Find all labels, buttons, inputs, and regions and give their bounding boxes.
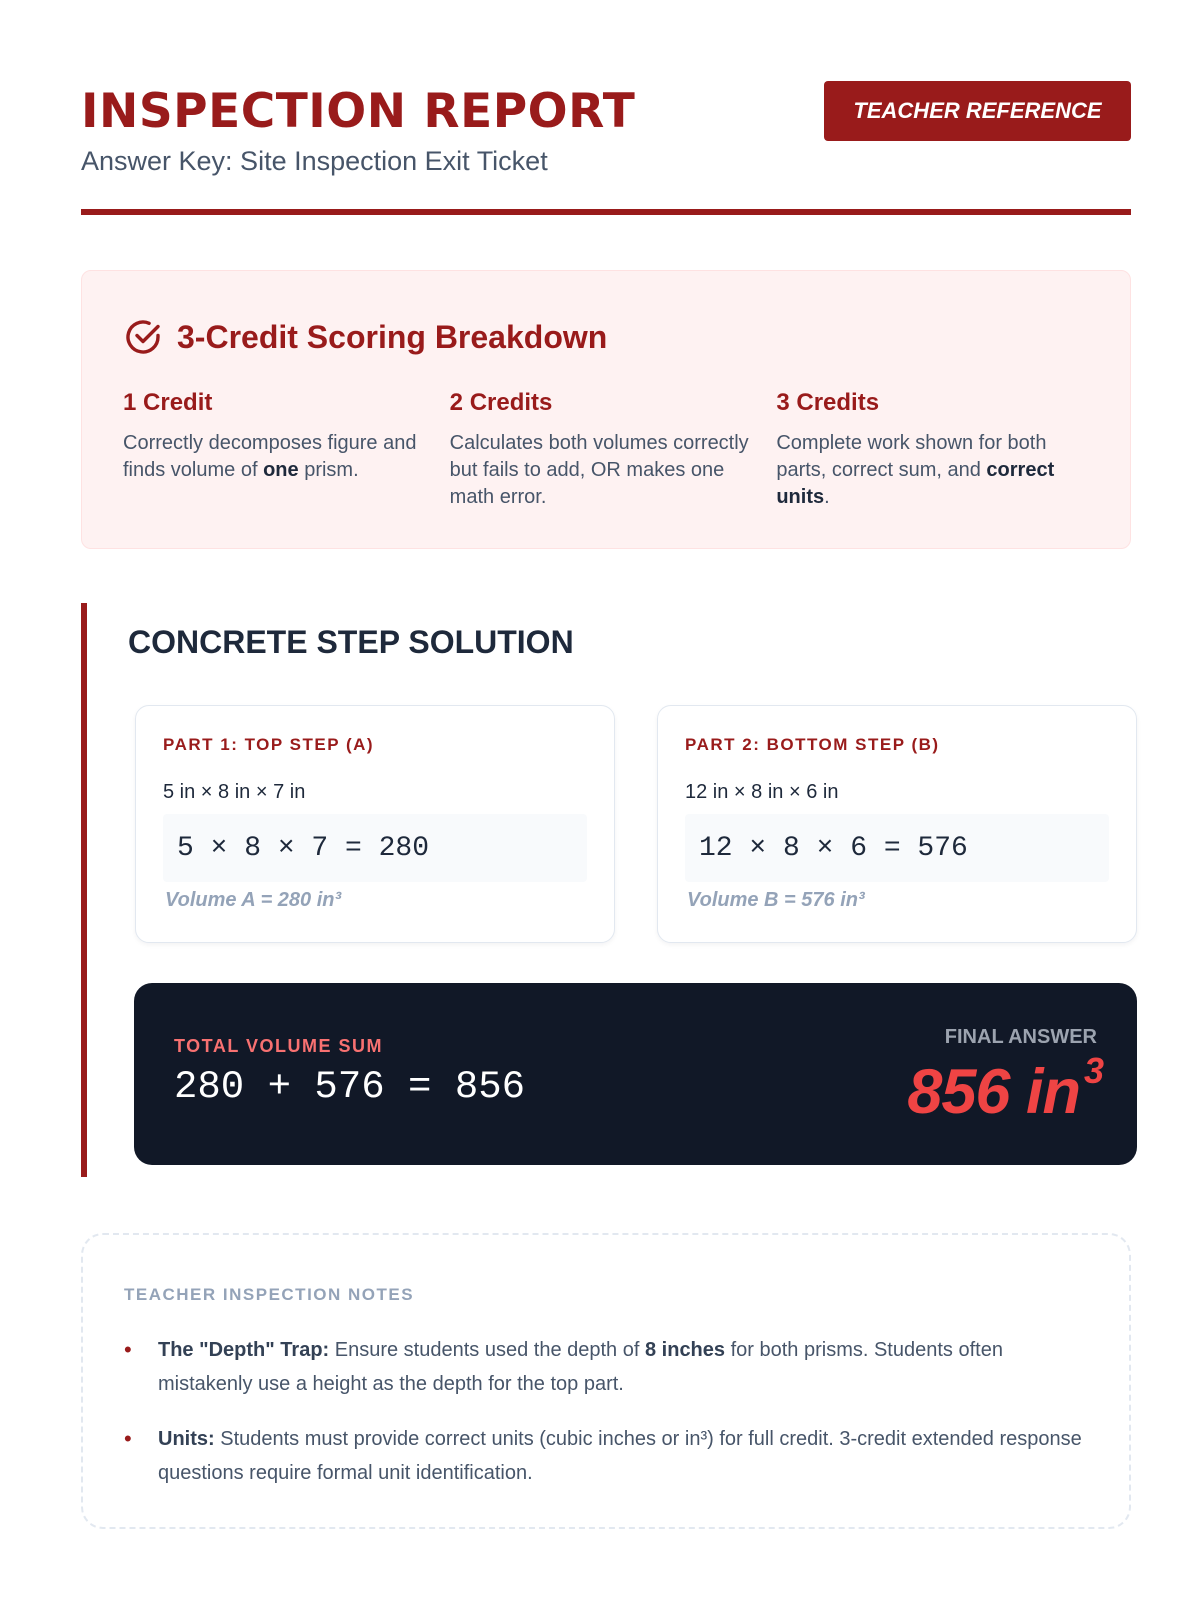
check-circle-icon xyxy=(123,317,163,357)
credit-description xyxy=(123,430,428,484)
teacher-notes xyxy=(81,1233,1131,1529)
credit-description xyxy=(776,430,1081,511)
answer-key-page xyxy=(81,0,1131,1484)
scoring-header xyxy=(123,317,607,357)
notes-title: TEACHER INSPECTION NOTES xyxy=(124,1285,415,1304)
credit-title: 3 Credits xyxy=(776,389,880,416)
note-text: Students must provide correct units (cubic inches or in³) for full credit. 3-credit extended response questions require formal unit identification. xyxy=(158,1428,1082,1484)
part-calculation: 12 × 8 × 6 = 576 xyxy=(685,814,1109,882)
credit-title: 2 Credits xyxy=(449,389,553,416)
total-label: TOTAL VOLUME SUM xyxy=(174,1036,384,1056)
credit-level-2 xyxy=(450,389,777,511)
scoring-title: 3-Credit Scoring Breakdown xyxy=(177,318,608,355)
credit-title: 1 Credit xyxy=(123,389,213,416)
scoring-breakdown-card xyxy=(81,270,1131,549)
note-lead: The "Depth" Trap: xyxy=(158,1339,330,1361)
part-label: PART 2: BOTTOM STEP (B) xyxy=(685,735,940,754)
total-volume-panel xyxy=(134,983,1137,1165)
part-volume: Volume B = 576 in³ xyxy=(687,889,865,911)
credit-text-end: . xyxy=(824,486,830,508)
part-volume: Volume A = 280 in³ xyxy=(165,889,342,911)
final-answer-exponent: 3 xyxy=(1083,1050,1103,1091)
credit-text-emphasis: one xyxy=(263,459,299,481)
credit-text-emphasis: correct units xyxy=(776,459,1055,508)
concrete-step-solution xyxy=(81,603,1131,1177)
teacher-reference-badge: TEACHER REFERENCE xyxy=(824,81,1131,141)
final-answer-value xyxy=(907,1050,1103,1128)
note-text-end: for both prisms. Students often mistakenly use a height as the depth for the top part. xyxy=(158,1339,1003,1395)
part-calculation: 5 × 8 × 7 = 280 xyxy=(163,814,587,882)
page-title: INSPECTION REPORT xyxy=(81,84,636,139)
total-equation: 280 + 576 = 856 xyxy=(174,1065,526,1109)
part-label: PART 1: TOP STEP (A) xyxy=(163,735,375,754)
credit-description xyxy=(450,430,755,511)
solution-title: CONCRETE STEP SOLUTION xyxy=(128,624,574,660)
page-subtitle: Answer Key: Site Inspection Exit Ticket xyxy=(81,146,548,176)
final-answer-number: 856 in xyxy=(907,1057,1080,1127)
credit-level-3 xyxy=(776,389,1103,511)
notes-list xyxy=(124,1333,1084,1511)
note-text: Ensure students used the depth of xyxy=(329,1339,645,1361)
credit-columns xyxy=(123,389,1103,511)
header-divider xyxy=(81,209,1131,215)
list-item xyxy=(124,1422,1084,1490)
part-card-bottom-step xyxy=(657,705,1137,943)
part-dimensions: 5 in × 8 in × 7 in xyxy=(163,781,306,803)
credit-text: Calculates both volumes correctly but fails to add, OR makes one math error. xyxy=(449,432,749,508)
credit-text: Correctly decomposes figure and finds volume of xyxy=(123,432,417,481)
report-header xyxy=(81,0,1131,216)
credit-text: Complete work shown for both parts, correct sum, and xyxy=(776,432,1047,481)
part-card-top-step xyxy=(135,705,615,943)
final-answer-label: FINAL ANSWER xyxy=(944,1026,1097,1048)
part-dimensions: 12 in × 8 in × 6 in xyxy=(685,781,839,803)
note-lead: Units: xyxy=(158,1428,215,1450)
credit-text-end: prism. xyxy=(298,459,359,481)
credit-level-1 xyxy=(123,389,450,511)
list-item xyxy=(124,1333,1084,1401)
note-emphasis: 8 inches xyxy=(644,1339,726,1361)
